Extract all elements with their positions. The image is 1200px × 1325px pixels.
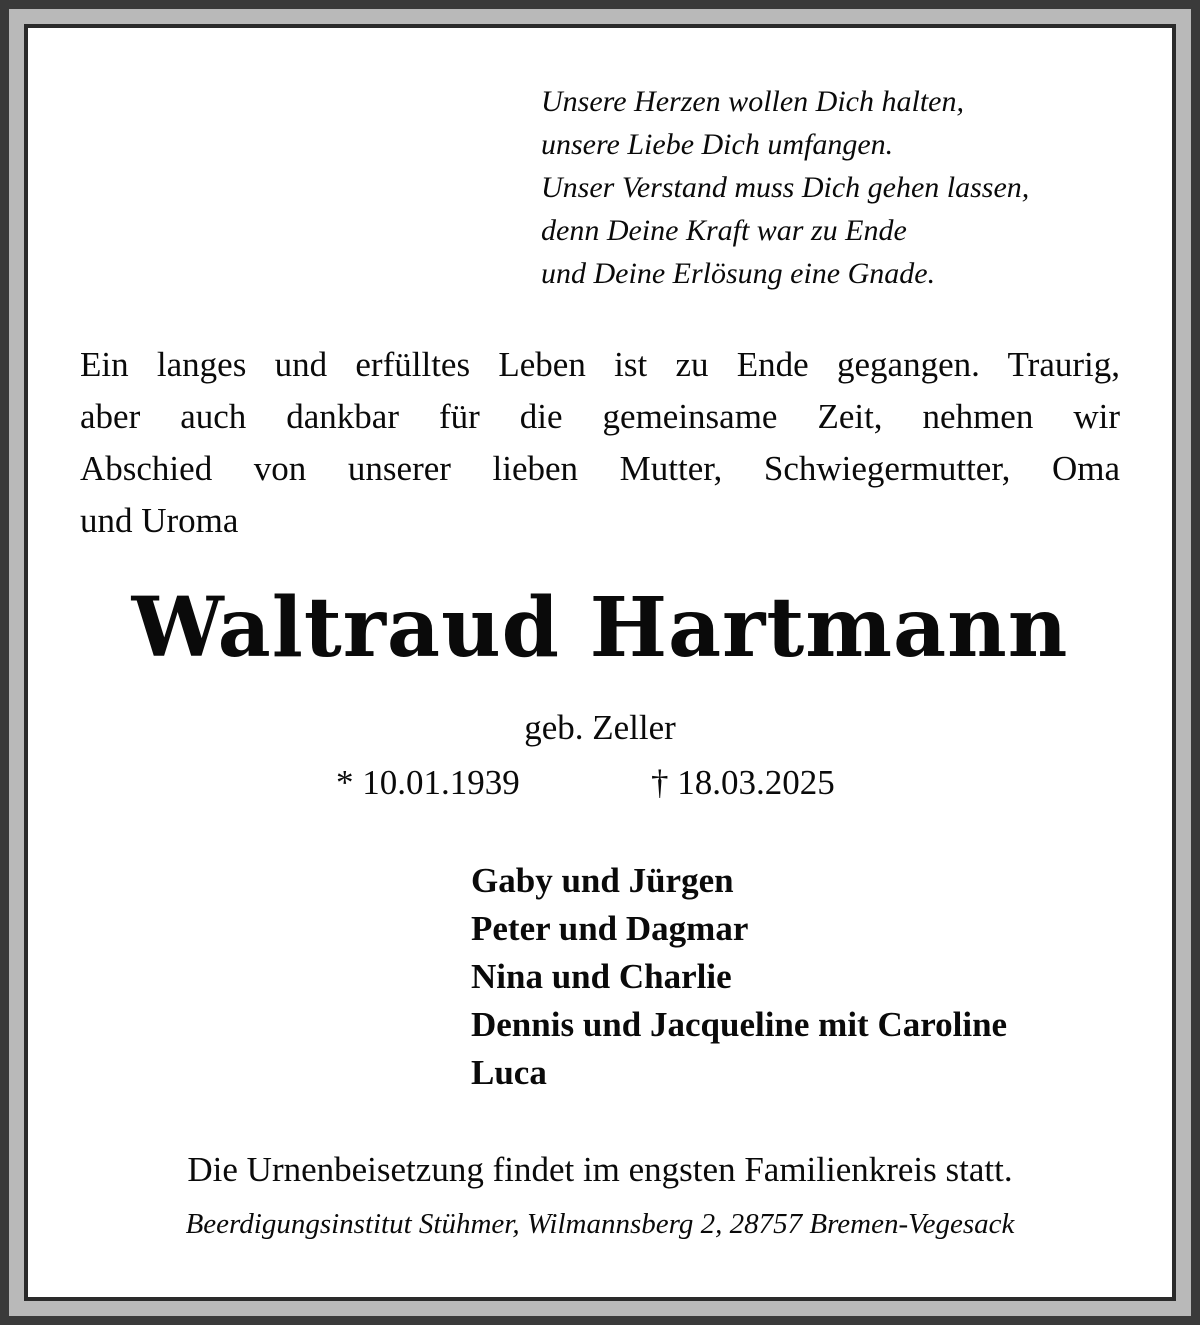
mourner-entry: Nina und Charlie: [471, 957, 732, 996]
mourner-entry: Dennis und Jacqueline mit Caroline: [471, 1005, 1008, 1044]
poem-line: Unsere Herzen wollen Dich halten,: [541, 85, 964, 118]
intro-line: Abschied von unserer lieben Mutter, Schwiegermutter, Oma: [80, 449, 1120, 488]
mourner-entry: Peter und Dagmar: [471, 909, 749, 948]
deceased-name: Waltraud Hartmann: [131, 580, 1069, 676]
death-date: † 18.03.2025: [651, 763, 835, 802]
obituary-notice: [28, 28, 1172, 1297]
intro-text: [80, 339, 1120, 547]
mourner-entry: Gaby und Jürgen: [471, 861, 734, 900]
poem-line: Unser Verstand muss Dich gehen lassen,: [541, 171, 1030, 204]
mourners-list: [471, 857, 1007, 1097]
intro-line: aber auch dankbar für die gemeinsame Zeit, nehmen wir: [80, 397, 1120, 436]
intro-line: und Uroma: [80, 501, 239, 540]
undertaker-address: Beerdigungsinstitut Stühmer, Wilmannsberg 2, 28757 Bremen-Vegesack: [185, 1208, 1015, 1240]
intro-line: Ein langes und erfülltes Leben ist zu Ende gegangen. Traurig,: [80, 345, 1120, 384]
maiden-name: geb. Zeller: [524, 708, 676, 747]
poem-line: unsere Liebe Dich umfangen.: [541, 128, 894, 161]
poem-line: denn Deine Kraft war zu Ende: [541, 214, 907, 247]
burial-notice: Die Urnenbeisetzung findet im engsten Familienkreis statt.: [187, 1150, 1013, 1189]
poem-line: und Deine Erlösung eine Gnade.: [541, 257, 936, 290]
poem: [541, 80, 1029, 295]
birth-date: * 10.01.1939: [336, 763, 520, 802]
mourner-entry: Luca: [471, 1053, 547, 1092]
